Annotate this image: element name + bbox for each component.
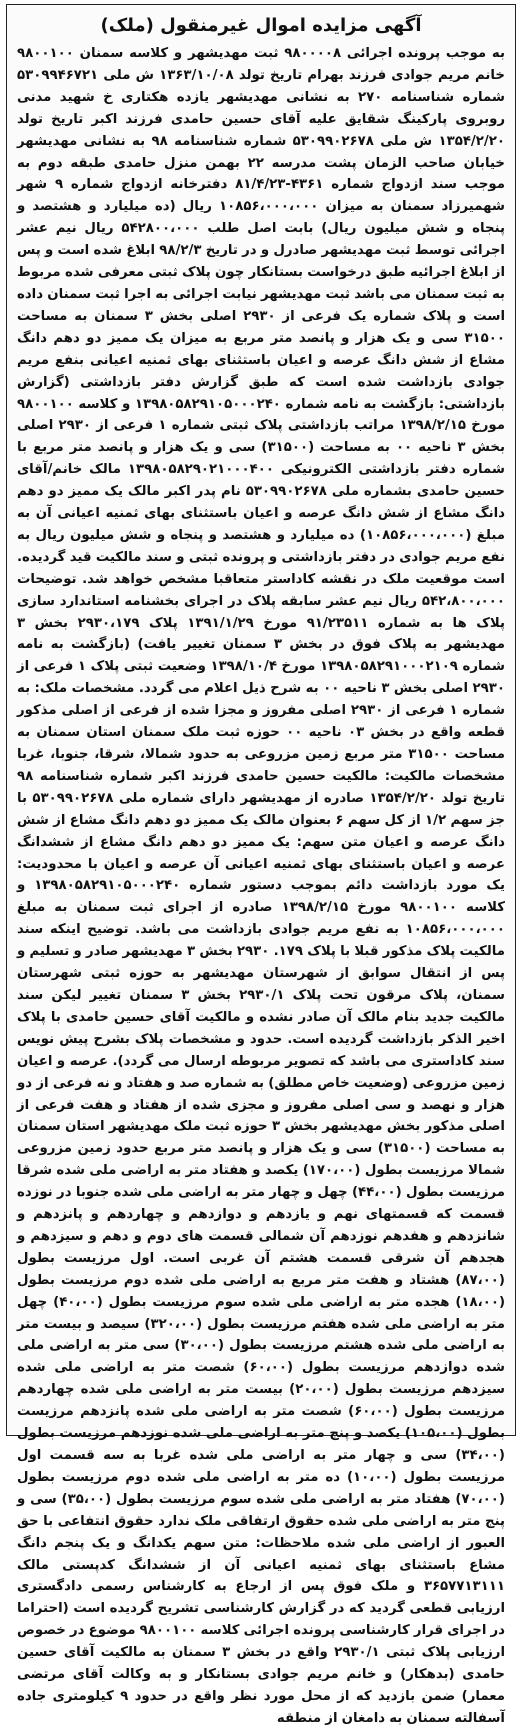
notice-body: به موجب پرونده اجرائی ۹۸۰۰۰۰۸ ثبت مهدیشهر و کلاسه سمنان ۹۸۰۰۱۰۰ خانم مریم جوادی فرزند بهرام تاریخ تولد ۱۳۶۳/۱۰/۰۸ ش ملی ۵۳۰۹۹۴۶۷۲۱ شماره شناسنامه ۲۷۰ به نشانی مهدیشهر یازده هکتاری خ شهید مدنی روبروی پارکینگ شقایق علیه آقای حسین حامدی فرزند اکبر تاریخ تولد ۱۳۵۴/۲/۲۰ ش ملی ۵۳۰۹۹۰۲۶۷۸ شماره شناسنامه ۹۸ به نشانی مهدیشهر خیابان صاحب الزمان پشت مدرسه ۲۲ بهمن منزل حامدی طبقه دوم به موجب سند ازدواج شماره ۴۳۶۱-۸۱/۴/۲۳ دفترخانه ازدواج شماره ۹ شهر شهمیرزاد سمنان به میزان ۱۰۸۵۶،۰۰۰،۰۰۰ ریال (ده میلیارد و هشتصد و پنجاه و شش میلیون ریال) بابت اصل طلب ۵۴۲۸۰۰،۰۰۰ ریال نیم عشر اجرائی توسط ثبت مهدیشهر صادرل و در تاریخ ۹۸/۲/۳ ابلاغ شده است و پس از ابلاغ اجرائیه طبق درخواست بستانکار چون پلاک ثبتی معرفی شده مربوط به ثبت سمنان می باشد ثبت مهدیشهر نیابت اجرائی به اجرا ثبت سمنان داده است و پلاک شماره یک فرعی از ۲۹۳۰ اصلی بخش ۳ سمنان به مساحت ۳۱۵۰۰ سی و یک هزار و پانصد متر مربع به میزان یک ممیز دو دهم دانگ مشاع از شش دانگ عرصه و اعیان باستثنای بهای ثمنیه اعیانی بنفع مریم جوادی بازداشت شده است که طبق گزارش دفتر بازداشتی (گزارش بازداشتی: بازگشت به نامه شماره ۱۳۹۸۰۵۸۲۹۱۰۵۰۰۰۲۴۰ و کلاسه ۹۸۰۰۱۰۰ مورخ ۱۳۹۸/۲/۱۵ مراتب بازداشتی پلاک ثبتی شماره ۱ فرعی از ۲۹۳۰ اصلی بخش ۳ ناحیه ۰۰ به مساحت (۳۱۵۰۰) سی و یک هزار و پانصد متر مربع با شماره دفتر بازداشتی الکترونیکی ۱۳۹۸۰۵۸۲۹۰۲۱۰۰۰۴۰۰ مالک خانم/آقای حسین حامدی بشماره ملی ۵۳۰۹۹۰۲۶۷۸ نام پدر اکبر مالک یک ممیز دو دهم دانگ مشاع از شش دانگ عرصه و اعیان باستثنای بهای ثمنیه اعیانی آن به مبلغ (۱۰۸۵۶،۰۰۰،۰۰۰) ده میلیارد و هشتصد و پنجاه و شش میلیون ریال به نفع مریم جوادی در دفتر بازداشتی و پرونده ثبتی و سند مالکیت قید گردیده. است موقعیت ملک در نقشه کاداستر متعاقبا مشخص خواهد شد. توضیحات ۵۴۲،۸۰۰،۰۰۰ ریال نیم عشر سابقه پلاک در اجرای بخشنامه استاندارد سازی پلاک ها به شماره ۹۱/۲۳۵۱۱ مورخ ۱۳۹۱/۱/۲۹ پلاک ۲۹۳۰،۱۷۹ بخش ۳ مهدیشهر به پلاک فوق در بخش ۳ سمنان تغییر یافت) (بازگشت به نامه شماره ۱۳۹۸۰۵۸۲۹۱۰۰۰۲۱۰۹ مورخ ۱۳۹۸/۱۰/۴ وضعیت ثبتی پلاک ۱ فرعی از ۲۹۳۰ اصلی بخش ۳ ناحیه ۰۰ به شرح ذیل اعلام می گردد. مشخصات ملک: به شماره ۱ فرعی از ۲۹۳۰ اصلی مفروز و مجزا شده از فرعی از اصلی مذکور قطعه واقع در بخش ۰۳ ناحیه ۰۰ حوزه ثبت ملک سمنان استان سمنان به مساحت ۳۱۵۰۰ متر مربع زمین مزروعی به حدود شمالا، شرقا، جنوبا، غربا مشخصات مالکیت: مالکیت حسین حامدی فرزند اکبر شماره شناسنامه ۹۸ تاریخ تولد ۱۳۵۴/۲/۲۰ صادره از مهدیشهر دارای شماره ملی ۵۳۰۹۹۰۲۶۷۸ با جز سهم ۱/۲ از کل سهم ۶ بعنوان مالک یک ممیز دو دهم دانگ مشاع از شش دانگ عرصه و اعیان متن سهم: یک ممیز دو دهم دانگ مشاع از ششدانگ عرصه و اعیان باستثنای بهای ثمنیه اعیانی آن عرصه و اعیان با محدودیت: یک مورد بازداشت دائم بموجب دستور شماره ۱۳۹۸۰۵۸۲۹۱۰۵۰۰۰۲۴۰ و کلاسه ۹۸۰۰۱۰۰ مورخ ۱۳۹۸/۲/۱۵ صادره از اجرای ثبت سمنان به مبلغ ۱۰۸۵۶،۰۰۰،۰۰۰ به نفع مریم جوادی بازداشت می باشد. توضیح اینکه سند مالکیت پلاک مذکور قبلا با پلاک ۱۷۹. ۲۹۳۰ بخش ۳ مهدیشهر صادر و تسلیم و پس از انتقال سوابق از شهرستان مهدیشهر به حوزه ثبتی شهرستان سمنان، پلاک مرقون تحت پلاک ۲۹۳۰/۱ بخش ۳ سمنان تغییر لیکن سند مالکیت جدید بنام مالک آن صادر نشده و مالکیت آقای حسین حامدی با پلاک اخیر الذکر بازداشت گردیده است. حدود و مشخصات پلاک بشرح پیش نویس سند کاداستری می باشد که تصویر مربوطه ارسال می گردد). عرصه و اعیان زمین مزروعی (وضعیت خاص مطلق) به شماره صد و هفتاد و نه فرعی از دو هزار و نهصد و سی اصلی مفروز و مجزی شده از هفتاد و هفت فرعی از اصلی مذکور بخش مهدیشهر بخش ۳ حوزه ثبت ملک مهدیشهر استان سمنان به مساحت (۳۱۵۰۰) سی و یک هزار و پانصد متر مربع حدود زمین مزروعی شمالا مرزیست بطول (۱۷۰،۰۰) یکصد و هفتاد متر به اراضی ملی شده شرقا مرزیست بطول (۴۴،۰۰) چهل و چهار متر به اراضی ملی شده جنوبا در نوزده قسمت که قسمتهای نهم و یازدهم و دوازدهم و چهاردهم و پانزدهم و شانزدهم و هفدهم نوزدهم آن شمالی قسمت های دوم و دهم و سیزدهم و هجدهم آن شرقی قسمت هشتم آن غربی است. اول مرزیست بطول (۸۷،۰۰) هشتاد و هفت متر مربع به اراضی ملی شده دوم مرزیست بطول (۱۸،۰۰) هجده متر به اراضی ملی شده سوم مرزیست بطول (۴۰،۰۰) چهل متر به اراضی ملی شده هفتم مرزیست بطول (۳۲۰،۰۰) سیصد و بیست متر به اراضی ملی شده هشتم مرزیست بطول (۳۰،۰۰) سی متر به اراضی ملی شده دوازدهم مرزیست بطول (۶۰،۰۰) شصت متر به اراضی ملی شده سیزدهم مرزیست بطول (۲۰،۰۰) بیست متر به اراضی ملی شده چهاردهم مرزیست بطول (۶۰،۰۰) شصت متر به اراضی ملی شده پانزدهم مرزیست بطول (۱۰۵،۰۰) یکصد و پنج متر به اراضی ملی شده نوزدهم مرزیست بطول (۳۴،۰۰) سی و چهار متر به اراضی ملی شده غربا به سه قسمت اول مرزیست بطول (۱۰،۰۰) ده متر به اراضی ملی شده دوم مرزیست بطول (۷۰،۰۰) هفتاد متر به اراضی ملی شده سوم مرزیست بطول (۳۵،۰۰) سی و پنج متر به اراضی ملی شده حقوق ارتفاقی ملک ندارد حقوق انتفاعی با حق العبور از اراضی ملی شده ملاحظات: متن سهم یکدانگ و یک پنجم دانگ مشاع باستثنای بهای ثمنیه اعیانی آن از ششدانگ کدپستی مالک ۳۶۵۷۷۱۳۱۱۱ و ملک فوق پس از ارجاع به کارشناس رسمی دادگستری ارزیابی قطعی گردید که در گزارش کارشناسی تشریح گردیده است (احتراما در اجرای قرار کارشناسی پرونده اجرائی کلاسه ۹۸۰۰۱۰۰ موضوع در خصوص ارزیابی پلاک ثبتی ۲۹۳۰/۱ واقع در بخش ۳ سمنان به مالکیت آقای حسین حامدی (بدهکار) و خانم مریم جوادی بستانکار و به وکالت آقای مرتضی معمار) ضمن بازدید که از محل مورد نظر واقع در حدود ۹ کیلومتری جاده آسفالته سمنان به دامغان از منطقه [16, 46, 506, 1726]
auction-notice [6, 4, 516, 1726]
notice-title: آگهی مزایده اموال غیرمنقول (ملک) [100, 15, 422, 36]
